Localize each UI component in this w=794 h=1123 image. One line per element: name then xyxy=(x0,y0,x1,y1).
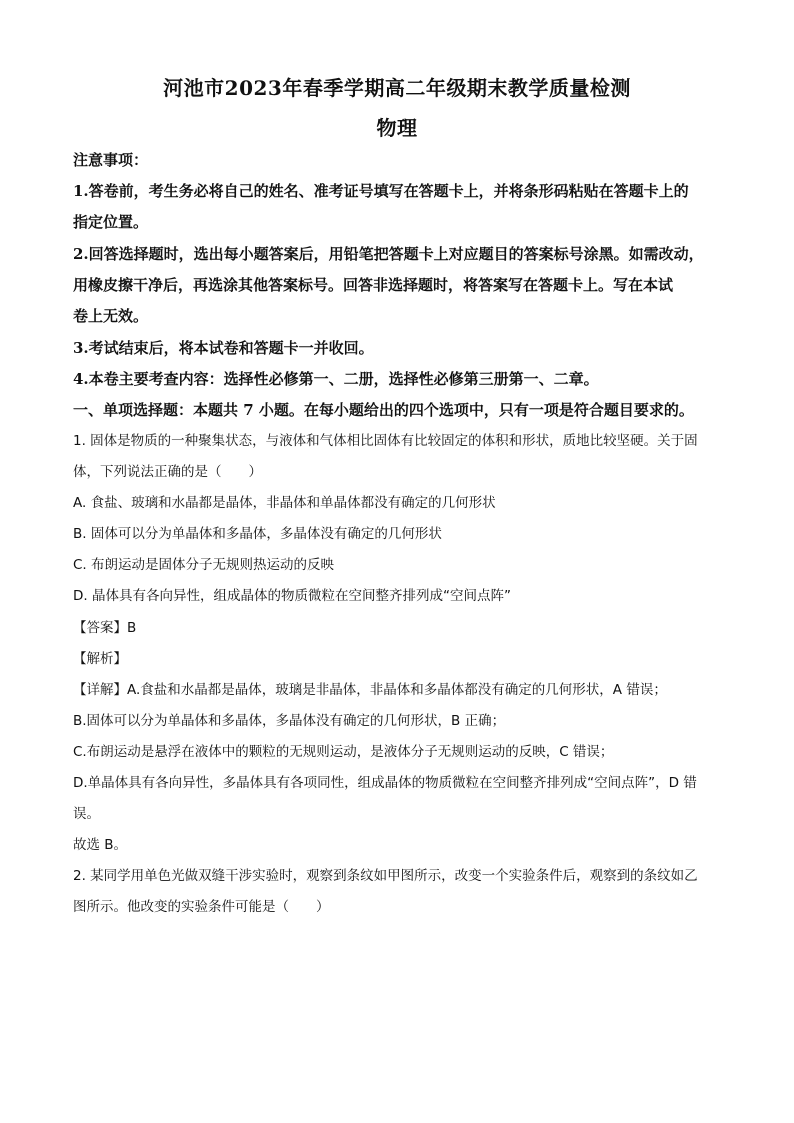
exam-title: 河池市2023年春季学期高二年级期末教学质量检测 xyxy=(163,76,631,100)
q2-stem-line-1: 2. 某同学用单色光做双缝干涉实验时，观察到条纹如甲图所示，改变一个实验条件后，观察到的条纹如乙 xyxy=(73,868,698,884)
notice-line-2: 指定位置。 xyxy=(73,213,149,231)
q1-detail-line-4: D.单晶体具有各向异性，多晶体具有各项同性，组成晶体的物质微粒在空间整齐排列成“空间点阵”，D 错 xyxy=(73,775,697,791)
notice-line-4: 用橡皮擦干净后，再选涂其他答案标号。回答非选择题时，将答案写在答题卡上。写在本试 xyxy=(73,276,674,294)
q1-detail-line-2: B.固体可以分为单晶体和多晶体，多晶体没有确定的几何形状，B 正确； xyxy=(73,713,506,729)
subject-title: 物理 xyxy=(376,116,418,140)
q2-stem-line-2: 图所示。他改变的实验条件可能是（ ） xyxy=(73,899,330,915)
section-heading: 一、单项选择题：本题共 7 小题。在每小题给出的四个选项中，只有一项是符合题目要求的。 xyxy=(73,401,694,419)
q1-answer: 【答案】B xyxy=(73,620,137,636)
q1-detail-line-1: 【详解】A.食盐和水晶都是晶体，玻璃是非晶体，非晶体和多晶体都没有确定的几何形状，A 错误； xyxy=(73,682,667,698)
notice-line-3: 2.回答选择题时，选出每小题答案后，用铅笔把答题卡上对应题目的答案标号涂黑。如需改动， xyxy=(73,245,704,263)
q1-detail-line-5: 误。 xyxy=(73,806,100,822)
q1-option-a: A. 食盐、玻璃和水晶都是晶体，非晶体和单晶体都没有确定的几何形状 xyxy=(73,495,496,511)
q1-option-b: B. 固体可以分为单晶体和多晶体，多晶体没有确定的几何形状 xyxy=(73,526,442,542)
notice-line-6: 3.考试结束后，将本试卷和答题卡一并收回。 xyxy=(73,339,374,357)
q1-stem-line-2: 体，下列说法正确的是（ ） xyxy=(73,464,262,480)
notice-line-5: 卷上无效。 xyxy=(73,307,149,325)
q1-option-d: D. 晶体具有各向异性，组成晶体的物质微粒在空间整齐排列成“空间点阵” xyxy=(73,588,511,604)
q1-stem-line-1: 1. 固体是物质的一种聚集状态，与液体和气体相比固体有比较固定的体积和形状，质地比较坚硬。关于固 xyxy=(73,433,698,449)
notice-heading: 注意事项： xyxy=(73,151,149,169)
q1-choice-summary: 故选 B。 xyxy=(73,837,128,853)
q1-analysis-label: 【解析】 xyxy=(73,651,127,667)
notice-line-1: 1.答卷前，考生务必将自己的姓名、准考证号填写在答题卡上，并将条形码粘贴在答题卡上的 xyxy=(73,182,689,200)
notice-line-7: 4.本卷主要考查内容：选择性必修第一、二册，选择性必修第三册第一、二章。 xyxy=(73,370,599,388)
q1-option-c: C. 布朗运动是固体分子无规则热运动的反映 xyxy=(73,557,335,573)
q1-detail-line-3: C.布朗运动是悬浮在液体中的颗粒的无规则运动，是液体分子无规则运动的反映，C 错误； xyxy=(73,744,614,760)
